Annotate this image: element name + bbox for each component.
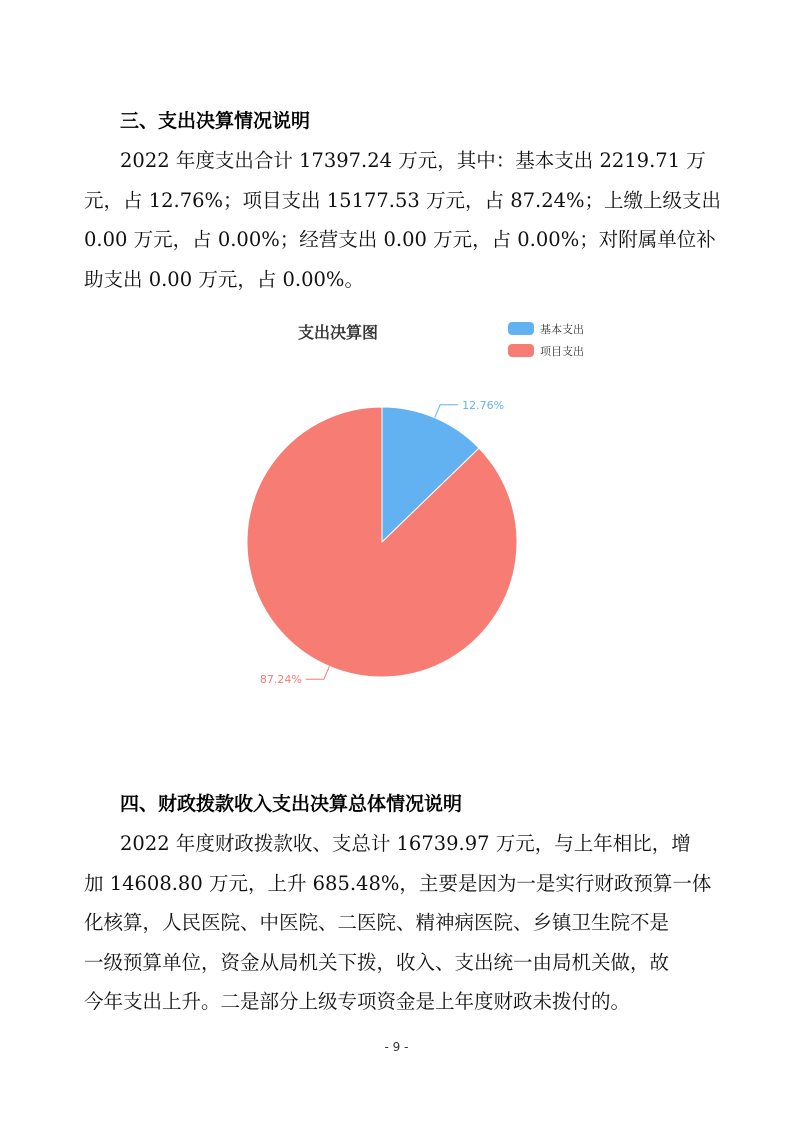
legend-swatch-project — [508, 344, 534, 357]
chart-title: 支出决算图 — [297, 323, 379, 342]
paragraph-line: 化核算，人民医院、中医院、二医院、精神病医院、乡镇卫生院不是 — [84, 911, 670, 934]
expenditure-pie-chart — [230, 310, 610, 700]
section3-heading: 三、支出决算情况说明 — [120, 110, 311, 132]
section4-paragraph — [84, 824, 724, 1022]
paragraph-line: 助支出 0.00 万元，占 0.00%。 — [84, 267, 364, 291]
pie-label-leader-project — [306, 666, 329, 679]
paragraph-line: 2022 年度支出合计 17397.24 万元，其中：基本支出 2219.71 万 — [120, 149, 706, 172]
pie-label-leader-basic — [435, 405, 458, 418]
page-number: - 9 - — [384, 1040, 409, 1054]
paragraph-line: 2022 年度财政拨款收、支总计 16739.97 万元，与上年相比，增 — [120, 832, 691, 855]
chart-legend — [508, 322, 584, 358]
legend-label-project: 项目支出 — [540, 345, 584, 358]
paragraph-line: 0.00 万元，占 0.00%；经营支出 0.00 万元，占 0.00%；对附属单位补 — [84, 228, 716, 251]
pie-label-project: 87.24% — [259, 673, 302, 687]
paragraph-line: 一级预算单位，资金从局机关下拨，收入、支出统一由局机关做，故 — [84, 950, 670, 974]
section4-heading: 四、财政拨款收入支出决算总体情况说明 — [120, 793, 463, 815]
paragraph-line: 加 14608.80 万元，上升 685.48%，主要是因为一是实行财政预算一体 — [84, 871, 712, 895]
pie-label-basic: 12.76% — [462, 398, 505, 412]
paragraph-line: 元，占 12.76%；项目支出 15177.53 万元，占 87.24%；上缴上级支出 — [84, 188, 722, 212]
pie-slices — [247, 407, 517, 677]
legend-label-basic: 基本支出 — [540, 323, 584, 336]
section3-paragraph — [84, 141, 724, 299]
paragraph-line: 今年支出上升。二是部分上级专项资金是上年度财政未拨付的。 — [84, 990, 631, 1013]
legend-swatch-basic — [508, 322, 534, 335]
